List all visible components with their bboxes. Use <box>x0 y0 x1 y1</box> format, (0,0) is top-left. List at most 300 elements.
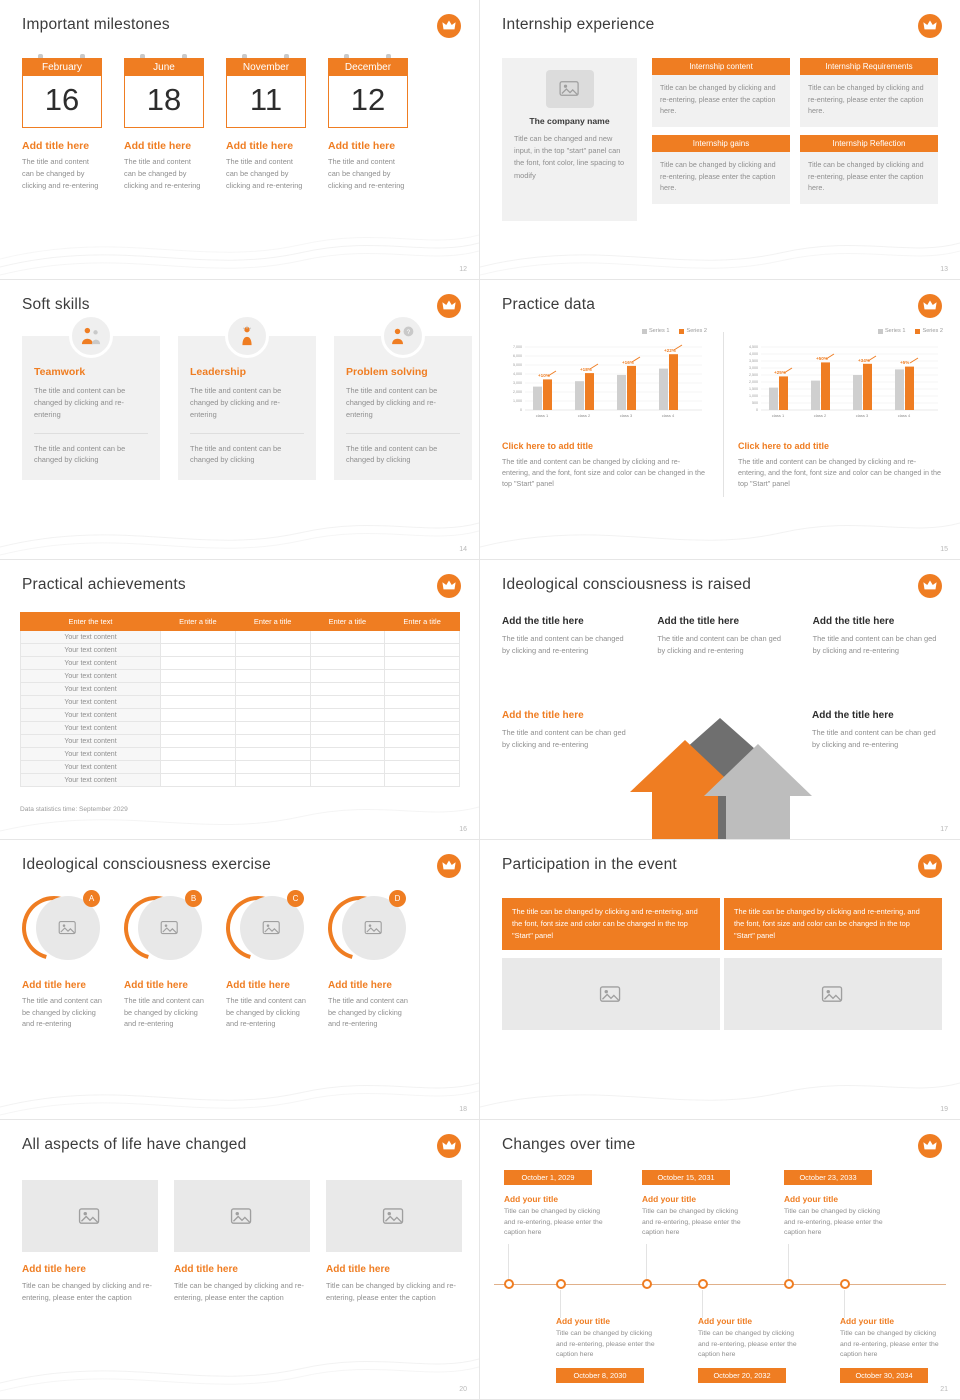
skill-body-secondary: The title and content can be changed by clicking <box>346 443 438 465</box>
milestone-body: The title and content can be changed by clicking and re-entering <box>124 157 201 190</box>
svg-text:+25%: +25% <box>774 370 786 375</box>
slide-practice-data <box>480 280 960 560</box>
calendar-icon <box>22 58 102 128</box>
timeline-dot <box>840 1279 850 1289</box>
svg-text:0: 0 <box>520 408 522 412</box>
ideological-body: The title and content can be changed by clicking and re-entering <box>502 634 624 655</box>
exercise-body: The title and content can be changed by clicking and re-entering <box>124 996 204 1029</box>
exercise-circle <box>328 892 408 968</box>
skill-card <box>334 329 472 480</box>
chart-right <box>738 328 943 489</box>
page-title: Internship experience <box>502 16 655 33</box>
milestone-body: The title and content can be changed by clicking and re-entering <box>226 157 303 190</box>
milestone-item <box>226 58 306 192</box>
internship-cell-head: Internship Requirements <box>800 58 938 75</box>
table-header-row <box>21 613 460 631</box>
timeline-date: October 8, 2030 <box>556 1368 644 1383</box>
chart-legend <box>502 328 707 334</box>
svg-text:1,000: 1,000 <box>513 399 522 403</box>
table-cell <box>385 631 460 644</box>
svg-text:5,000: 5,000 <box>513 363 522 367</box>
table-cell <box>385 709 460 722</box>
table-cell <box>310 774 385 787</box>
table-header-cell: Enter a title <box>235 613 310 631</box>
table-cell <box>161 631 236 644</box>
timeline-connector <box>508 1244 509 1284</box>
table-cell: Your text content <box>21 774 161 787</box>
svg-text:3,000: 3,000 <box>513 381 522 385</box>
timeline-date: October 30, 2034 <box>840 1368 928 1383</box>
crown-icon <box>437 294 461 318</box>
timeline <box>494 1166 946 1386</box>
chart-caption-heading: Click here to add title <box>502 441 594 451</box>
table-cell <box>161 774 236 787</box>
table-cell: Your text content <box>21 722 161 735</box>
table-cell <box>235 709 310 722</box>
exercise-heading: Add title here <box>226 980 290 991</box>
exercise-item <box>22 892 102 1030</box>
timeline-block <box>784 1194 884 1239</box>
chart-caption-body: The title and content can be changed by clicking and re-entering, and the font, font size and color can be changed in the top "Start" panel <box>502 457 705 489</box>
participation-banners <box>502 898 942 950</box>
ideological-body: The title and content can be chan ged by clicking and re-entering <box>657 634 782 655</box>
milestone-list <box>22 58 408 192</box>
slide-life-changed <box>0 1120 480 1400</box>
svg-text:+50%: +50% <box>816 356 828 361</box>
table-row <box>21 631 460 644</box>
crown-icon <box>918 294 942 318</box>
timeline-connector <box>788 1244 789 1284</box>
internship-cell-head: Internship Reflection <box>800 135 938 152</box>
svg-text:class 4: class 4 <box>897 413 911 418</box>
ideological-item <box>502 710 632 751</box>
page-number: 12 <box>459 266 467 273</box>
ideological-body: The title and content can be chan ged by clicking and re-entering <box>812 634 937 655</box>
milestone-body: The title and content can be changed by clicking and re-entering <box>22 157 99 190</box>
table-cell <box>385 735 460 748</box>
internship-cell-head: Internship content <box>652 58 790 75</box>
slide-ideological-exercise <box>0 840 480 1120</box>
exercise-item <box>328 892 408 1030</box>
participation-banner: The title can be changed by clicking and re-entering, and the font, font size and color can be changed in the top "Start" panel <box>724 898 942 950</box>
decorative-wave <box>0 1329 479 1399</box>
milestone-day: 11 <box>226 76 306 128</box>
table-cell <box>385 722 460 735</box>
timeline-block <box>642 1194 742 1239</box>
milestone-item <box>328 58 408 192</box>
image-placeholder-icon <box>502 958 720 1030</box>
skill-body-secondary: The title and content can be changed by clicking <box>190 443 282 465</box>
internship-cell <box>800 58 938 127</box>
exercise-circle <box>22 892 102 968</box>
ideological-bottom-row <box>502 710 942 751</box>
table-cell <box>385 748 460 761</box>
table-cell <box>235 670 310 683</box>
timeline-body: Title can be changed by clicking and re-entering, please enter the caption here <box>698 1330 797 1359</box>
svg-text:2,500: 2,500 <box>749 373 758 377</box>
exercise-heading: Add title here <box>124 980 188 991</box>
ideological-body: The title and content can be chan ged by clicking and re-entering <box>502 728 626 749</box>
svg-text:class 2: class 2 <box>813 413 827 418</box>
table-cell <box>161 683 236 696</box>
table-cell <box>161 696 236 709</box>
svg-text:0: 0 <box>756 408 758 412</box>
question-icon <box>381 314 425 358</box>
skill-heading: Leadership <box>190 366 247 378</box>
skill-card <box>178 336 316 480</box>
slide-important-milestones <box>0 0 480 280</box>
milestone-month: February <box>22 58 102 76</box>
image-placeholder-icon <box>174 1180 310 1252</box>
legend-item: Series 1 <box>648 328 670 334</box>
milestone-heading: Add title here <box>226 140 294 152</box>
image-placeholder-icon <box>326 1180 462 1252</box>
page-title: Important milestones <box>22 16 170 33</box>
table-cell: Your text content <box>21 748 161 761</box>
slide-soft-skills <box>0 280 480 560</box>
milestone-day: 12 <box>328 76 408 128</box>
skill-card-list <box>22 329 472 480</box>
ideological-item <box>657 616 786 657</box>
legend-item: Series 1 <box>884 328 906 334</box>
page-title: Practice data <box>502 296 596 313</box>
crown-icon <box>437 854 461 878</box>
ideological-heading: Add the title here <box>502 710 584 721</box>
internship-cell-body: Title can be changed by clicking and re-entering, please enter the caption here. <box>800 75 938 127</box>
table-row <box>21 683 460 696</box>
ideological-heading: Add the title here <box>657 616 740 627</box>
crown-icon <box>918 854 942 878</box>
timeline-block <box>504 1194 604 1239</box>
svg-text:+16%: +16% <box>622 360 634 365</box>
table-cell <box>161 761 236 774</box>
page-number: 20 <box>459 1386 467 1393</box>
company-card <box>502 58 637 221</box>
svg-text:1,500: 1,500 <box>749 387 758 391</box>
page-number: 18 <box>459 1106 467 1113</box>
table-cell <box>385 657 460 670</box>
ideological-item <box>813 616 942 657</box>
chart-caption-body: The title and content can be changed by clicking and re-entering, and the font, font size and color can be changed in the top "Start" panel <box>738 457 941 489</box>
table-cell <box>235 722 310 735</box>
timeline-dot <box>784 1279 794 1289</box>
table-row <box>21 657 460 670</box>
page-number: 19 <box>940 1106 948 1113</box>
table-cell <box>385 683 460 696</box>
table-header-cell: Enter a title <box>161 613 236 631</box>
table-cell <box>235 748 310 761</box>
chart-legend <box>738 328 943 334</box>
aspect-list <box>22 1180 462 1304</box>
internship-grid <box>652 58 938 204</box>
crown-icon <box>437 14 461 38</box>
ideological-item <box>812 710 942 751</box>
table-cell <box>161 735 236 748</box>
svg-text:+5%: +5% <box>900 360 910 365</box>
internship-cell-body: Title can be changed by clicking and re-entering, please enter the caption here. <box>800 152 938 204</box>
crown-icon <box>918 1134 942 1158</box>
page-title: Ideological consciousness is raised <box>502 576 752 593</box>
aspect-item <box>174 1180 310 1304</box>
slide-internship-experience <box>480 0 960 280</box>
table-cell <box>385 644 460 657</box>
divider <box>34 433 148 434</box>
divider <box>190 433 304 434</box>
table-cell: Your text content <box>21 709 161 722</box>
svg-text:2,000: 2,000 <box>513 390 522 394</box>
internship-cell <box>652 58 790 127</box>
milestone-month: December <box>328 58 408 76</box>
aspect-body: Title can be changed by clicking and re-entering, please enter the caption <box>174 1281 304 1302</box>
svg-text:2,000: 2,000 <box>749 380 758 384</box>
timeline-body: Title can be changed by clicking and re-entering, please enter the caption here <box>504 1208 603 1237</box>
milestone-heading: Add title here <box>328 140 396 152</box>
exercise-body: The title and content can be changed by clicking and re-entering <box>226 996 306 1029</box>
slide-changes-over-time <box>480 1120 960 1400</box>
image-placeholder-icon <box>546 70 594 108</box>
timeline-heading: Add your title <box>698 1316 752 1326</box>
aspect-body: Title can be changed by clicking and re-entering, please enter the caption <box>326 1281 456 1302</box>
exercise-circle <box>124 892 204 968</box>
milestone-day: 18 <box>124 76 204 128</box>
ideological-heading: Add the title here <box>502 616 584 627</box>
decorative-wave <box>0 1049 479 1119</box>
table-cell: Your text content <box>21 670 161 683</box>
svg-text:+22%: +22% <box>664 348 676 353</box>
calendar-icon <box>124 58 204 128</box>
timeline-block <box>556 1316 656 1361</box>
table-cell <box>310 735 385 748</box>
table-header-cell: Enter a title <box>385 613 460 631</box>
internship-cell-body: Title can be changed by clicking and re-entering, please enter the caption here. <box>652 75 790 127</box>
table-cell <box>385 670 460 683</box>
timeline-heading: Add your title <box>840 1316 894 1326</box>
table-cell <box>161 644 236 657</box>
svg-text:class 3: class 3 <box>619 413 633 418</box>
milestone-heading: Add title here <box>22 140 90 152</box>
page-number: 16 <box>459 826 467 833</box>
chart-left <box>502 328 707 489</box>
timeline-connector <box>646 1244 647 1284</box>
timeline-heading: Add your title <box>642 1194 696 1204</box>
aspect-heading: Add title here <box>174 1264 238 1275</box>
table-cell: Your text content <box>21 761 161 774</box>
table-cell <box>235 683 310 696</box>
exercise-tag: D <box>389 890 406 907</box>
timeline-date: October 1, 2029 <box>504 1170 592 1185</box>
timeline-dot <box>504 1279 514 1289</box>
exercise-list <box>22 892 408 1030</box>
milestone-item <box>124 58 204 192</box>
table-cell <box>161 709 236 722</box>
page-number: 13 <box>940 266 948 273</box>
aspect-heading: Add title here <box>326 1264 390 1275</box>
exercise-circle <box>226 892 306 968</box>
skill-body: The title and content can be changed by clicking and re-entering <box>34 386 126 419</box>
exercise-heading: Add title here <box>328 980 392 991</box>
page-number: 14 <box>459 546 467 553</box>
svg-text:class 4: class 4 <box>661 413 675 418</box>
page-number: 17 <box>940 826 948 833</box>
table-cell <box>310 709 385 722</box>
table-cell <box>235 696 310 709</box>
svg-text:+18%: +18% <box>580 367 592 372</box>
decorative-wave <box>480 1049 960 1119</box>
table-cell <box>161 748 236 761</box>
svg-text:3,000: 3,000 <box>749 366 758 370</box>
table-cell <box>161 722 236 735</box>
table-cell <box>161 670 236 683</box>
table-cell: Your text content <box>21 644 161 657</box>
timeline-heading: Add your title <box>556 1316 610 1326</box>
internship-cell <box>652 135 790 204</box>
slide-participation <box>480 840 960 1120</box>
exercise-tag: A <box>83 890 100 907</box>
crown-icon <box>437 1134 461 1158</box>
svg-text:3,500: 3,500 <box>749 359 758 363</box>
svg-text:6,000: 6,000 <box>513 354 522 358</box>
page-title: All aspects of life have changed <box>22 1136 247 1153</box>
company-body: Title can be changed and new input, in the top "start" panel can the font, font color, line spacing to modify <box>514 134 625 180</box>
skill-heading: Teamwork <box>34 366 86 378</box>
table-cell <box>310 657 385 670</box>
timeline-dot <box>698 1279 708 1289</box>
calendar-icon <box>328 58 408 128</box>
table-cell <box>235 657 310 670</box>
table-cell: Your text content <box>21 657 161 670</box>
svg-text:class 1: class 1 <box>771 413 785 418</box>
page-title: Soft skills <box>22 296 90 313</box>
table-row <box>21 696 460 709</box>
timeline-body: Title can be changed by clicking and re-entering, please enter the caption here <box>840 1330 939 1359</box>
table-row <box>21 709 460 722</box>
timeline-heading: Add your title <box>504 1194 558 1204</box>
exercise-heading: Add title here <box>22 980 86 991</box>
table-body <box>21 631 460 787</box>
svg-text:?: ? <box>406 329 411 337</box>
crown-icon <box>918 574 942 598</box>
svg-text:+10%: +10% <box>538 373 550 378</box>
chart-caption <box>502 441 707 489</box>
table-cell <box>310 696 385 709</box>
table-header-cell: Enter the text <box>21 613 161 631</box>
page-title: Changes over time <box>502 1136 636 1153</box>
svg-text:class 1: class 1 <box>535 413 549 418</box>
page-title: Participation in the event <box>502 856 677 873</box>
table-header-cell: Enter a title <box>310 613 385 631</box>
table-cell <box>310 631 385 644</box>
timeline-date: October 20, 2032 <box>698 1368 786 1383</box>
page-number: 15 <box>940 546 948 553</box>
page-title: Ideological consciousness exercise <box>22 856 271 873</box>
calendar-icon <box>226 58 306 128</box>
table-cell <box>385 696 460 709</box>
svg-text:class 3: class 3 <box>855 413 869 418</box>
leader-icon <box>225 314 269 358</box>
table-row <box>21 735 460 748</box>
legend-item: Series 2 <box>686 328 707 334</box>
table-cell: Your text content <box>21 683 161 696</box>
table-row <box>21 670 460 683</box>
image-placeholder-icon <box>724 958 942 1030</box>
aspect-heading: Add title here <box>22 1264 86 1275</box>
bar-chart-2 <box>738 336 943 431</box>
table-cell <box>235 735 310 748</box>
ideological-top-row <box>502 616 942 657</box>
table-note: Data statistics time: September 2029 <box>20 806 128 813</box>
svg-text:4,500: 4,500 <box>749 345 758 349</box>
table-cell: Your text content <box>21 631 161 644</box>
table-cell <box>161 657 236 670</box>
aspect-item <box>22 1180 158 1304</box>
svg-text:+34%: +34% <box>858 358 870 363</box>
table-cell: Your text content <box>21 696 161 709</box>
company-name: The company name <box>529 116 610 126</box>
table-cell <box>235 774 310 787</box>
slide-ideological-raised <box>480 560 960 840</box>
svg-text:4,000: 4,000 <box>749 352 758 356</box>
timeline-connector <box>702 1290 703 1318</box>
milestone-month: November <box>226 58 306 76</box>
timeline-dot <box>642 1279 652 1289</box>
timeline-body: Title can be changed by clicking and re-entering, please enter the caption here <box>784 1208 883 1237</box>
skill-body: The title and content can be changed by clicking and re-entering <box>346 386 438 419</box>
participation-banner: The title can be changed by clicking and re-entering, and the font, font size and color can be changed in the top "Start" panel <box>502 898 720 950</box>
people-icon <box>69 314 113 358</box>
table-cell <box>310 761 385 774</box>
exercise-item <box>226 892 306 1030</box>
divider <box>346 433 460 434</box>
aspect-body: Title can be changed by clicking and re-entering, please enter the caption <box>22 1281 152 1302</box>
aspect-item <box>326 1180 462 1304</box>
timeline-connector <box>560 1290 561 1318</box>
decorative-wave <box>480 489 960 559</box>
timeline-dot <box>556 1279 566 1289</box>
table-cell <box>310 670 385 683</box>
timeline-block <box>698 1316 798 1361</box>
table-cell <box>310 644 385 657</box>
ideological-body: The title and content can be chan ged by clicking and re-entering <box>812 728 936 749</box>
svg-text:class 2: class 2 <box>577 413 591 418</box>
table-cell <box>310 722 385 735</box>
divider <box>723 332 724 497</box>
timeline-body: Title can be changed by clicking and re-entering, please enter the caption here <box>642 1208 741 1237</box>
exercise-tag: C <box>287 890 304 907</box>
table-cell <box>310 683 385 696</box>
page-title: Practical achievements <box>22 576 186 593</box>
milestone-heading: Add title here <box>124 140 192 152</box>
bar-chart-1 <box>502 336 707 431</box>
table-row <box>21 748 460 761</box>
table-cell <box>310 748 385 761</box>
ideological-heading: Add the title here <box>812 710 894 721</box>
exercise-body: The title and content can be changed by clicking and re-entering <box>22 996 102 1029</box>
timeline-date: October 15, 2031 <box>642 1170 730 1185</box>
table-row <box>21 644 460 657</box>
table-cell <box>385 761 460 774</box>
milestone-month: June <box>124 58 204 76</box>
achievements-table <box>20 612 460 787</box>
table-row <box>21 761 460 774</box>
legend-item: Series 2 <box>922 328 943 334</box>
table-cell: Your text content <box>21 735 161 748</box>
exercise-body: The title and content can be changed by clicking and re-entering <box>328 996 408 1029</box>
milestone-day: 16 <box>22 76 102 128</box>
timeline-connector <box>844 1290 845 1318</box>
table-row <box>21 722 460 735</box>
ideological-heading: Add the title here <box>812 616 895 627</box>
skill-heading: Problem solving <box>346 366 428 378</box>
